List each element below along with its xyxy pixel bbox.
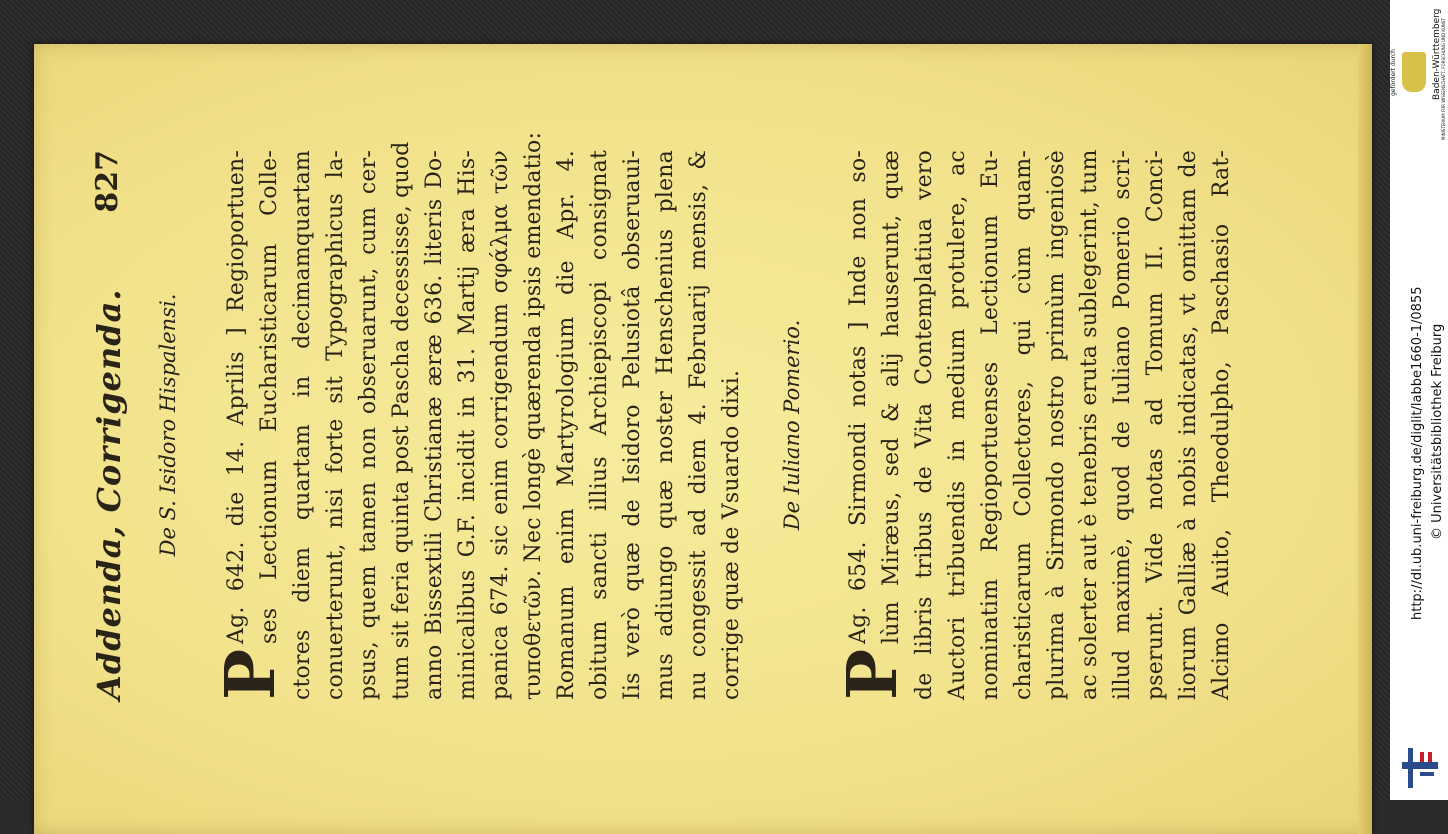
text-line: Ag. 642. die 14. Aprilis ] Regioportuen-	[224, 150, 249, 644]
drop-cap: P	[833, 648, 913, 700]
text-line: ac solerter aut è tenebris eruta sublegerint, tum	[1077, 149, 1102, 700]
text-line: tum sit feria quinta post Pascha decessisse, quod	[389, 141, 414, 700]
text-line: pserunt. Vide notas ad Tomum II. Conci-	[1143, 150, 1168, 700]
text-line: nominatim Regioportuenses Lectionum Eu-	[978, 150, 1003, 700]
text-line: illud maximè, quod de Iuliano Pomerio scri-	[1110, 150, 1135, 700]
permalink-url[interactable]: http://dl.ub.uni-freiburg.de/diglit/labbe1660-1/0855	[1410, 286, 1425, 620]
running-header-title: Addenda, Corrigenda.	[90, 288, 128, 700]
text-line: Alcimo Auito, Theodulpho, Paschasio Rat-	[1209, 150, 1234, 700]
running-header	[90, 150, 140, 700]
text-line: minicalibus G.F. incidit in 31. Martij æra His-	[455, 150, 480, 700]
text-line: charisticarum Collectores, qui cùm quam-	[1011, 150, 1036, 700]
text-line: plurima à Sirmondo nostro primùm ingeniosè	[1044, 150, 1069, 700]
text-line: ses Lectionum Eucharisticarum Colle-	[257, 150, 282, 644]
page-number: 827	[90, 150, 125, 213]
text-line: corrige quæ de Vsuardo dixi.	[719, 369, 744, 700]
page-edge	[1358, 44, 1372, 834]
ministry-label: MINISTERIUM FÜR WISSENSCHAFT, FORSCHUNG UND KUNST	[1441, 18, 1446, 140]
text-line: nu congessit ad diem 4. Februarij mensis, &	[686, 150, 711, 700]
text-line: conuerterunt, nisi forte sit Typographicus la-	[323, 150, 348, 700]
text-line: liorum Galliæ à nobis indicatas, vt omittam de	[1176, 150, 1201, 700]
text-line: τυποθετῶν. Nec longè quærenda ipsis emendatio:	[521, 131, 546, 700]
university-library-logo-icon	[1398, 748, 1442, 788]
text-line: mus adiungo quæ noster Henschenius plena	[653, 150, 678, 700]
funded-by-label: gefördert durch	[1390, 49, 1397, 96]
text-line: obitum sancti illius Archiepiscopi consignat	[587, 150, 612, 700]
text-line: Ag. 654. Sirmondi notas ] Inde non so-	[846, 150, 871, 644]
section-paragraph-pomerius	[833, 149, 1238, 700]
text-line: panica 674. sic enim corrigendum σφάλμα τῶν	[488, 150, 513, 700]
text-line: Auctori tribuendis in medium protulere, ac	[945, 150, 970, 700]
section-heading-isidore: De S. Isidoro Hispalensi.	[156, 293, 180, 557]
section-heading-pomerius: De Iuliano Pomerio.	[780, 319, 804, 531]
page-text-block	[90, 131, 1240, 700]
coat-of-arms-icon	[1402, 52, 1426, 92]
copyright-notice: © Universitätsbibliothek Freiburg	[1430, 323, 1445, 540]
drop-cap: P	[211, 648, 291, 700]
section-paragraph-isidore	[211, 131, 748, 700]
text-line: psus, quem tamen non obseruarunt, cum cer-	[356, 150, 381, 700]
text-line: lùm Miræus, sed & alij hauserunt, quæ	[879, 150, 904, 644]
sponsor-name: Baden-Württemberg	[1432, 8, 1442, 100]
text-line: Iis verò quæ de Isidoro Pelusiotâ obseruaui-	[620, 150, 645, 700]
text-line: de libris tribus de Vita Contemplatiua vero	[912, 150, 937, 700]
text-line: Romanum enim Martyrologium die Apr. 4.	[554, 150, 579, 700]
text-line: anno Bissextili Christianæ æræ 636. literis Do-	[422, 150, 447, 700]
text-line: ctores diem quartam in decimamquartam	[290, 150, 315, 700]
